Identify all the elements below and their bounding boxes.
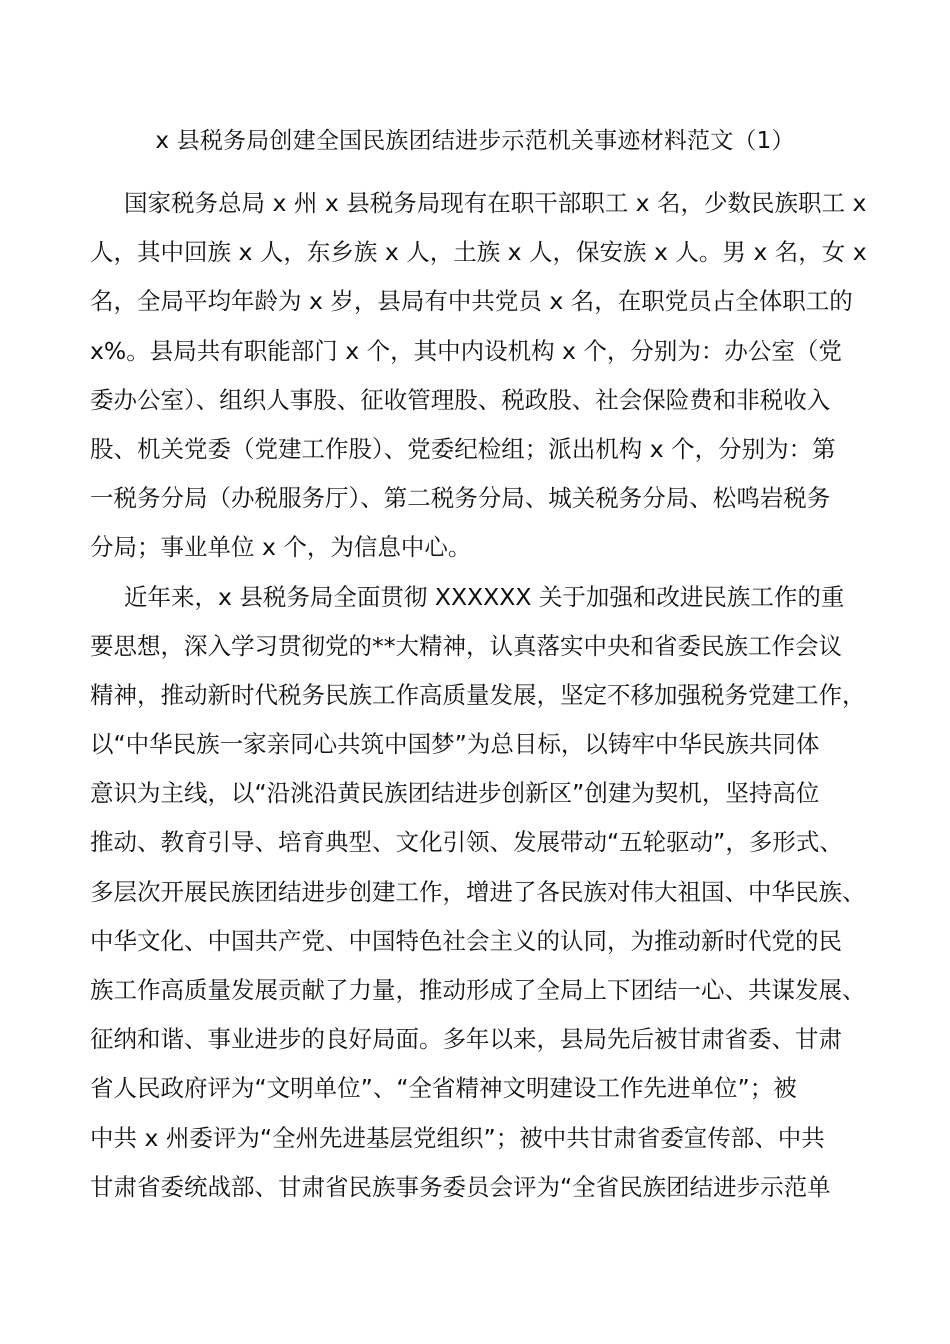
paragraph-line: 甘肃省委统战部、甘肃省民族事务委员会评为“全省民族团结进步示范单 [90,1172,831,1201]
paragraph-line: 精神，推动新时代税务民族工作高质量发展，坚定不移加强税务党建工作， [90,680,866,709]
paragraph-line: 名，全局平均年龄为 x 岁，县局有中共党员 x 名，在职党员占全体职工的 [90,287,853,316]
document-title: x 县税务局创建全国民族团结进步示范机关事迹材料范文（1） [155,128,795,154]
document-body [90,179,870,1212]
paragraph-line: 国家税务总局 x 州 x 县税务局现有在职干部职工 x 名，少数民族职工 x [124,189,867,217]
paragraph-line: 近年来，x 县税务局全面贯彻 XXXXXX 关于加强和改进民族工作的重 [124,582,845,611]
paragraph-line: 中共 x 州委评为“全州先进基层党组织”；被中共甘肃省委宣传部、中共 [90,1123,825,1152]
paragraph-line: 股、机关党委（党建工作股）、党委纪检组；派出机构 x 个，分别为：第 [90,434,836,463]
paragraph-line: 以“中华民族一家亲同心共筑中国梦”为总目标，以铸牢中华民族共同体 [90,730,820,759]
paragraph-line: 中华文化、中国共产党、中国特色社会主义的认同，为推动新时代党的民 [90,926,842,955]
paragraph-line: 一税务分局（办税服务厅）、第二税务分局、城关税务分局、松鸣岩税务 [90,484,831,513]
paragraph-line: 要思想，深入学习贯彻党的**大精神，认真落实中央和省委民族工作会议 [90,631,842,660]
paragraph-line: 族工作高质量发展贡献了力量，推动形成了全局上下团结一心、共谋发展、 [90,976,866,1004]
paragraph-line: 征纳和谐、事业进步的良好局面。多年以来，县局先后被甘肃省委、甘肃 [90,1025,842,1054]
paragraph [90,573,870,1212]
paragraph-line: 分局；事业单位 x 个，为信息中心。 [90,533,472,562]
paragraph-line: 多层次开展民族团结进步创建工作，增进了各民族对伟大祖国、中华民族、 [90,877,866,906]
paragraph-line: 意识为主线，以“沿洮沿黄民族团结进步创新区”创建为契机，坚持高位 [90,779,820,808]
paragraph-line: 委办公室）、组织人事股、征收管理股、税政股、社会保险费和非税收入 [90,385,831,414]
paragraph-line: x%。县局共有职能部门 x 个，其中内设机构 x 个，分别为：办公室（党 [90,336,842,365]
paragraph [90,179,870,573]
paragraph-line: 推动、教育引导、培育典型、文化引领、发展带动“五轮驱动”，多形式、 [90,828,843,857]
paragraph-line: 省人民政府评为“文明单位”、“全省精神文明建设工作先进单位”；被 [90,1074,797,1103]
paragraph-line: 人，其中回族 x 人，东乡族 x 人，土族 x 人，保安族 x 人。男 x 名，女 x [90,238,867,267]
